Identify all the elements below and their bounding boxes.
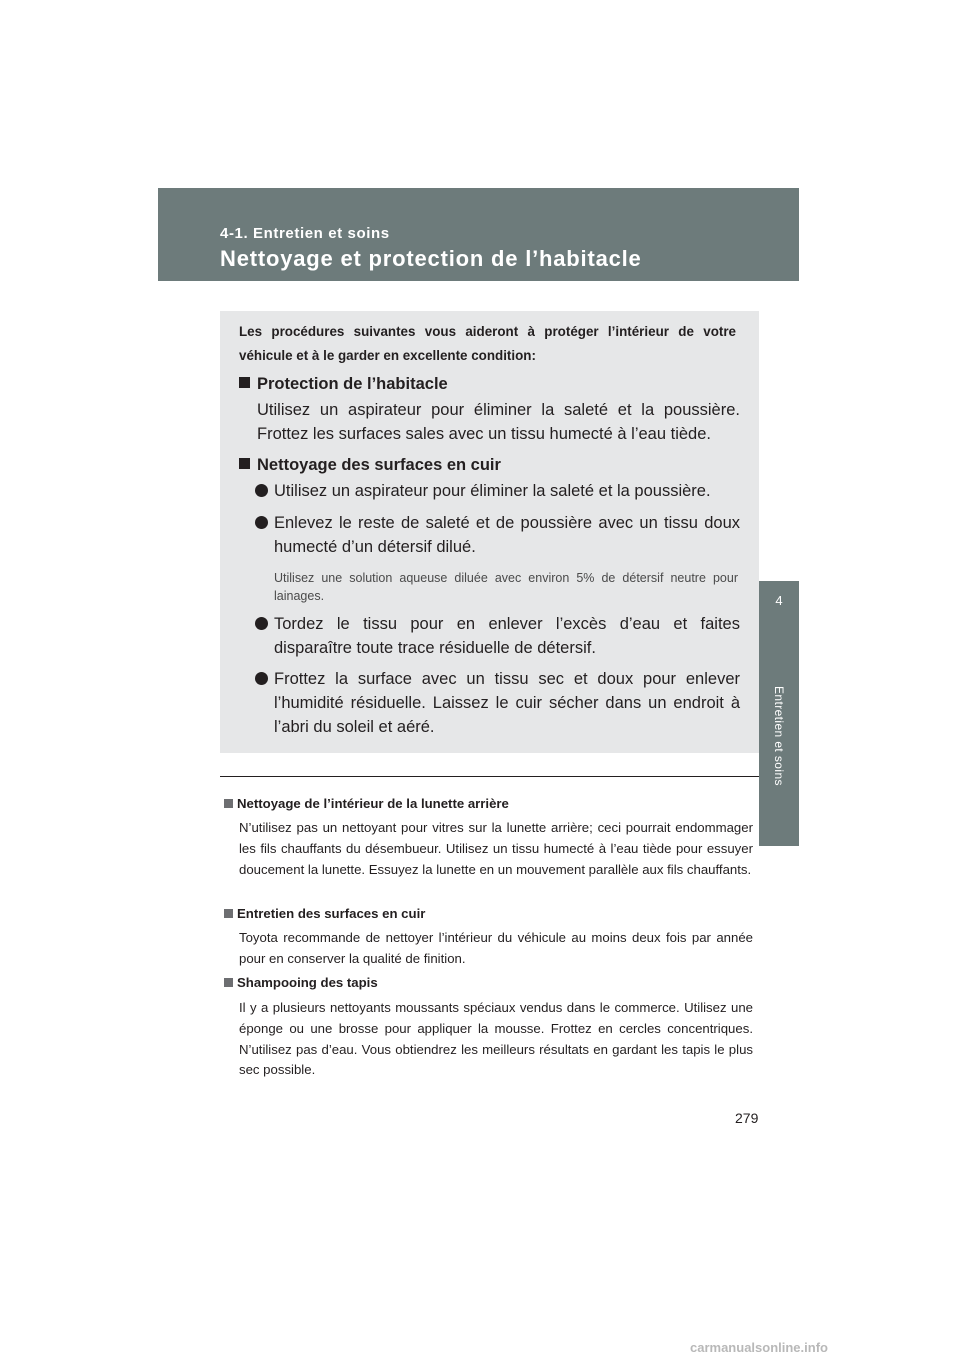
bullet-text: Frottez la surface avec un tissu sec et doux pour enlever l’humidité résiduelle. Laissez le cuir sécher dans un endroit à l’abri du soleil et aéré. xyxy=(274,670,740,736)
info-heading: Entretien des surfaces en cuir xyxy=(224,904,425,924)
info-heading: Shampooing des tapis xyxy=(224,973,378,993)
list-item xyxy=(255,511,740,559)
list-item xyxy=(255,612,740,660)
info-text: Il y a plusieurs nettoyants moussants spéciaux vendus dans le commerce. Utilisez une éponge ou une brosse pour appliquer la mousse. Frottez en cercles concentriques. N’utilisez pas d’eau. Vous obtiendrez les meilleurs résultats en gardant les tapis le plus sec possible. xyxy=(239,1000,753,1078)
bullet-text: Enlevez le reste de saleté et de poussière avec un tissu doux humecté d’un détersif dilué. xyxy=(274,514,740,556)
page-title: Nettoyage et protection de l’habitacle xyxy=(220,246,642,271)
list-item xyxy=(255,479,740,503)
bullet-text: Utilisez un aspirateur pour éliminer la saleté et la poussière. xyxy=(274,482,711,500)
square-bullet-icon xyxy=(239,458,250,469)
square-bullet-icon xyxy=(239,377,250,388)
bullet-icon xyxy=(255,484,268,497)
protection-text: Utilisez un aspirateur pour éliminer la saleté et la poussière. Frottez les surfaces sales avec un tissu humecté à l’eau tiède. xyxy=(257,401,740,443)
header-band xyxy=(158,188,799,281)
bullet-text: Tordez le tissu pour en enlever l’excès d’eau et faites disparaître toute trace résiduelle de détersif. xyxy=(274,615,740,657)
chapter-tab[interactable] xyxy=(759,581,799,846)
bullet-icon xyxy=(255,617,268,630)
intro-box xyxy=(220,311,759,753)
leather-heading: Nettoyage des surfaces en cuir xyxy=(239,453,501,477)
chapter-title: Entretien et soins xyxy=(772,686,786,786)
info-text: N’utilisez pas un nettoyant pour vitres sur la lunette arrière; ceci pourrait endommager les fils chauffants du désembueur. Utilisez un tissu humecté à l’eau tiède pour essuyer doucement la lunette. Essuyez la lunette en un mouvement parallèle aux fils chauffants. xyxy=(239,820,753,877)
info-text: Toyota recommande de nettoyer l’intérieur du véhicule au moins deux fois par année pour en conserver la qualité de finition. xyxy=(239,930,753,966)
section-label: 4-1. Entretien et soins xyxy=(220,225,390,242)
chapter-number: 4 xyxy=(775,593,783,608)
page-number: 279 xyxy=(735,1110,759,1126)
square-bullet-icon xyxy=(224,909,233,918)
bullet-icon xyxy=(255,672,268,685)
bullet-icon xyxy=(255,516,268,529)
divider xyxy=(220,776,759,777)
list-item xyxy=(255,667,740,739)
square-bullet-icon xyxy=(224,978,233,987)
square-bullet-icon xyxy=(224,799,233,808)
protection-heading: Protection de l’habitacle xyxy=(239,372,448,396)
info-heading: Nettoyage de l’intérieur de la lunette arrière xyxy=(224,794,509,814)
watermark: carmanualsonline.info xyxy=(690,1340,828,1355)
intro-text: Les procédures suivantes vous aideront à protéger l’intérieur de votre véhicule et à le garder en excellente condition: xyxy=(239,324,736,363)
dilution-note: Utilisez une solution aqueuse diluée avec environ 5% de détersif neutre pour lainages. xyxy=(274,571,738,603)
